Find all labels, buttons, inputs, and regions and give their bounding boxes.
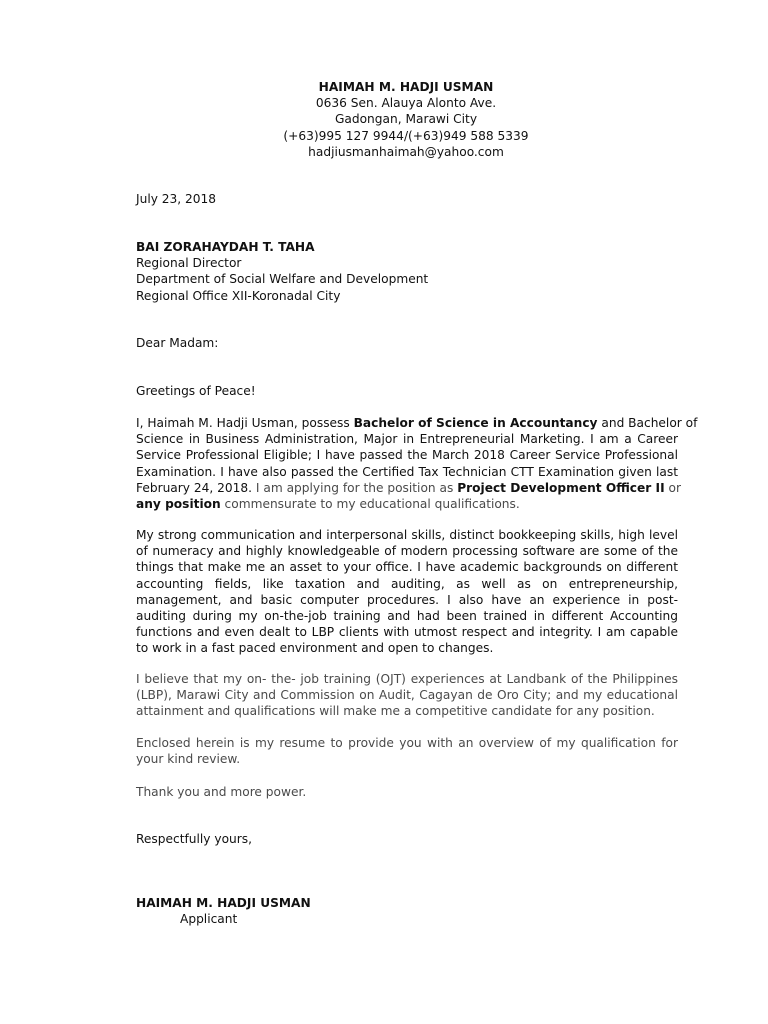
signature-role: Applicant <box>180 912 238 927</box>
sender-phone: (+63)995 127 9944/(+63)949 588 5339 <box>283 128 529 143</box>
paragraph-4-line: Enclosed herein is my resume to provide you with an overview of my qualification for <box>136 736 678 750</box>
paragraph-3 <box>136 671 678 720</box>
paragraph-2-line: things that make me an asset to your office. I have academic backgrounds on different <box>136 560 678 575</box>
sender-name: HAIMAH M. HADJI USMAN <box>318 80 494 94</box>
paragraph-3-line: (LBP), Marawi City and Commission on Audit, Cagayan de Oro City; and my educational <box>136 688 678 703</box>
signature-block <box>136 895 678 927</box>
letter-date: July 23, 2018 <box>136 192 217 206</box>
recipient-office: Regional Office XII-Koronadal City <box>136 288 341 303</box>
paragraph-2-line: accounting fields, like taxation and auditing, as well as on entrepreneurship, <box>136 576 678 591</box>
salutation: Dear Madam: <box>136 336 219 350</box>
text-run: and Bachelor of <box>597 416 698 430</box>
recipient-title: Regional Director <box>136 256 242 271</box>
degree-accountancy: Bachelor of Science in Accountancy <box>353 416 598 430</box>
paragraph-3-line: attainment and qualifications will make me a competitive candidate for any position. <box>136 704 655 719</box>
recipient-department: Department of Social Welfare and Development <box>136 272 429 287</box>
paragraph-1-line: Service Professional Eligible; I have passed the March 2018 Career Service Professional <box>136 448 678 463</box>
letter-header <box>0 79 768 160</box>
paragraph-4-line: your kind review. <box>136 752 241 767</box>
paragraph-2-line: functions and even dealt to LBP clients with utmost respect and integrity. I am capable <box>136 625 678 640</box>
paragraph-2-line: My strong communication and interpersonal skills, distinct bookkeeping skills, high level <box>136 528 678 542</box>
paragraph-1-line <box>136 415 698 431</box>
recipient-name: BAI ZORAHAYDAH T. TAHA <box>136 240 315 254</box>
text-run: I, Haimah M. Hadji Usman, possess <box>136 416 354 430</box>
paragraph-2 <box>136 527 678 657</box>
thanks-line: Thank you and more power. <box>136 785 307 799</box>
paragraph-3-line: I believe that my on- the- job training (OJT) experiences at Landbank of the Philippines <box>136 672 678 686</box>
sender-address-line-1: 0636 Sen. Alauya Alonto Ave. <box>315 96 497 111</box>
paragraph-1 <box>136 415 698 512</box>
paragraph-4 <box>136 735 678 767</box>
paragraph-2-line: management, and basic computer procedures. I also have an experience in post- <box>136 592 678 607</box>
sender-email: hadjiusmanhaimah@yahoo.com <box>308 144 504 159</box>
text-run: any position <box>136 497 221 512</box>
signature-name: HAIMAH M. HADJI USMAN <box>136 896 311 910</box>
paragraph-1-line <box>136 496 678 512</box>
paragraph-2-line: to work in a fast paced environment and open to changes. <box>136 641 494 656</box>
greeting: Greetings of Peace! <box>136 384 256 398</box>
recipient-block <box>136 239 678 304</box>
closing: Respectfully yours, <box>136 832 252 846</box>
paragraph-1-line: Examination. I have also passed the Certified Tax Technician CTT Examination given last <box>136 464 678 479</box>
text-run: February 24, 2018. <box>136 480 253 495</box>
text-run: or <box>664 480 681 495</box>
paragraph-1-line: Science in Business Administration, Major in Entrepreneurial Marketing. I am a Career <box>136 432 678 447</box>
position-title: Project Development Officer II <box>457 480 665 495</box>
paragraph-2-line: auditing during my on-the-job training and had been trained in different Accounting <box>136 609 678 624</box>
paragraph-1-line <box>136 480 681 496</box>
text-run: commensurate to my educational qualifications. <box>220 497 520 512</box>
sender-address-line-2: Gadongan, Marawi City <box>334 112 478 127</box>
paragraph-2-line: of numeracy and highly knowledgeable of modern processing software are some of the <box>136 544 678 559</box>
text-run: I am applying for the position as <box>252 480 458 495</box>
